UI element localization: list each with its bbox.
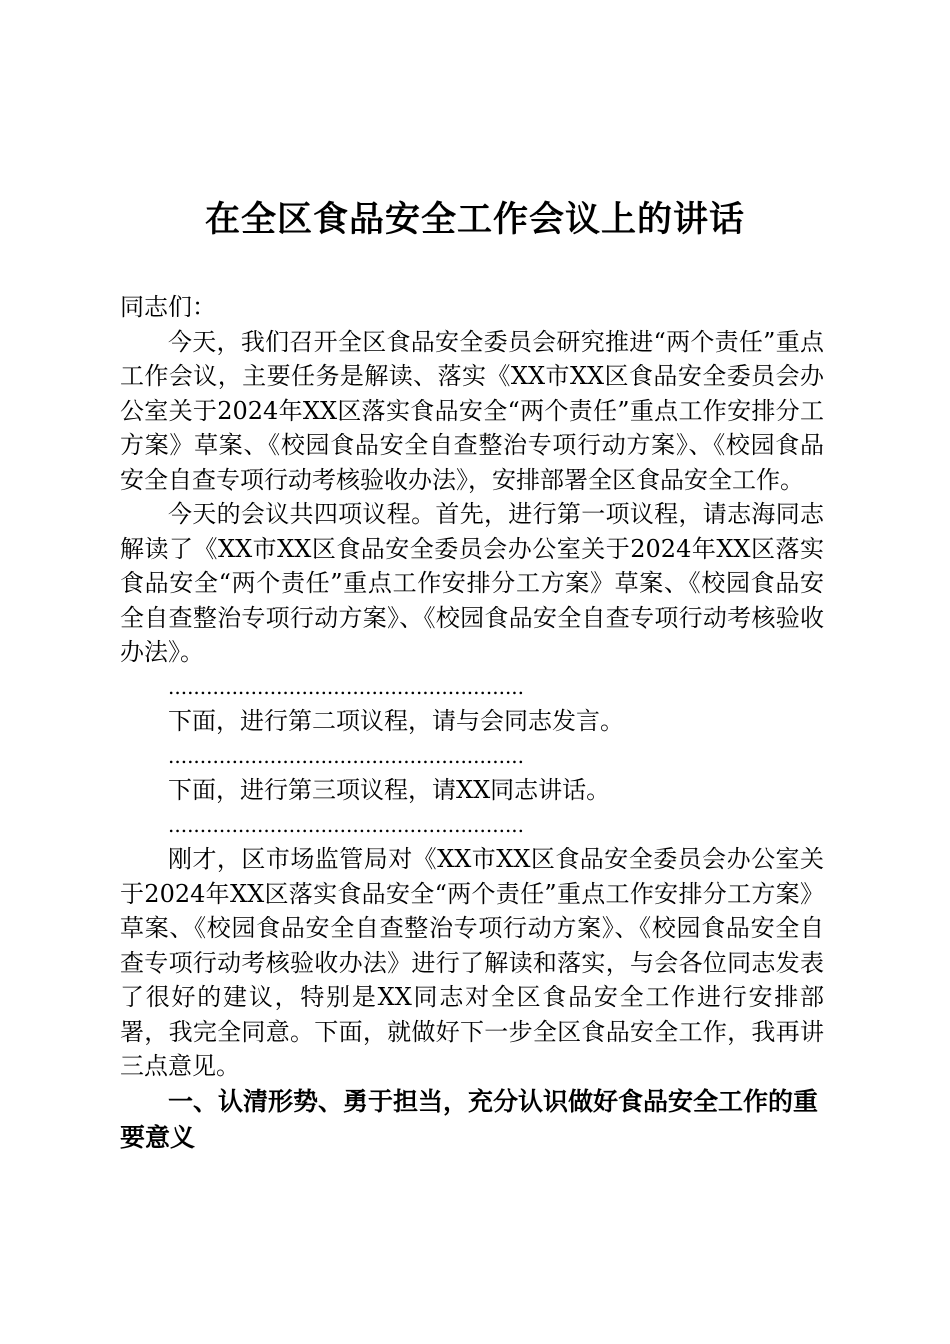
document-body — [120, 290, 824, 1156]
ellipsis-separator: ........................................................ — [168, 674, 525, 699]
salutation: 同志们： — [120, 293, 216, 321]
paragraph-second-item: 下面，进行第二项议程，请与会同志发言。 — [168, 707, 624, 735]
section-heading-1: 一、认清形势、勇于担当，充分认识做好食品安全工作的重要意义 — [120, 1086, 819, 1152]
ellipsis-separator: ........................................................ — [168, 743, 525, 768]
paragraph-summary: 刚才，区市场监管局对《XX市XX区食品安全委员会办公室关于2024年XX区落实食品安全“两个责任”重点工作安排分工方案》草案、《校园食品安全自查整治专项行动方案》、《校园食品安全自查专项行动考核验收办法》进行了解读和落实，与会各位同志发表了很好的建议，特别是XX同志对全区食品安全工作进行安排部署，我完全同意。下面，就做好下一步全区食品安全工作，我再讲三点意见。 — [120, 845, 824, 1080]
document-title: 在全区食品安全工作会议上的讲话 — [204, 199, 745, 240]
paragraph-intro: 今天，我们召开全区食品安全委员会研究推进“两个责任”重点工作会议，主要任务是解读、落实《XX市XX区食品安全委员会办公室关于2024年XX区落实食品安全“两个责任”重点工作安排分工方案》草案、《校园食品安全自查整治专项行动方案》、《校园食品安全自查专项行动考核验收办法》，安排部署全区食品安全工作。 — [120, 327, 824, 494]
ellipsis-separator: ........................................................ — [168, 812, 525, 837]
paragraph-third-item: 下面，进行第三项议程，请XX同志讲话。 — [168, 776, 611, 804]
paragraph-agenda: 今天的会议共四项议程。首先，进行第一项议程，请志海同志解读了《XX市XX区食品安全委员会办公室关于2024年XX区落实食品安全“两个责任”重点工作安排分工方案》草案、《校园食品安全自查整治专项行动方案》、《校园食品安全自查专项行动考核验收办法》。 — [120, 500, 824, 666]
